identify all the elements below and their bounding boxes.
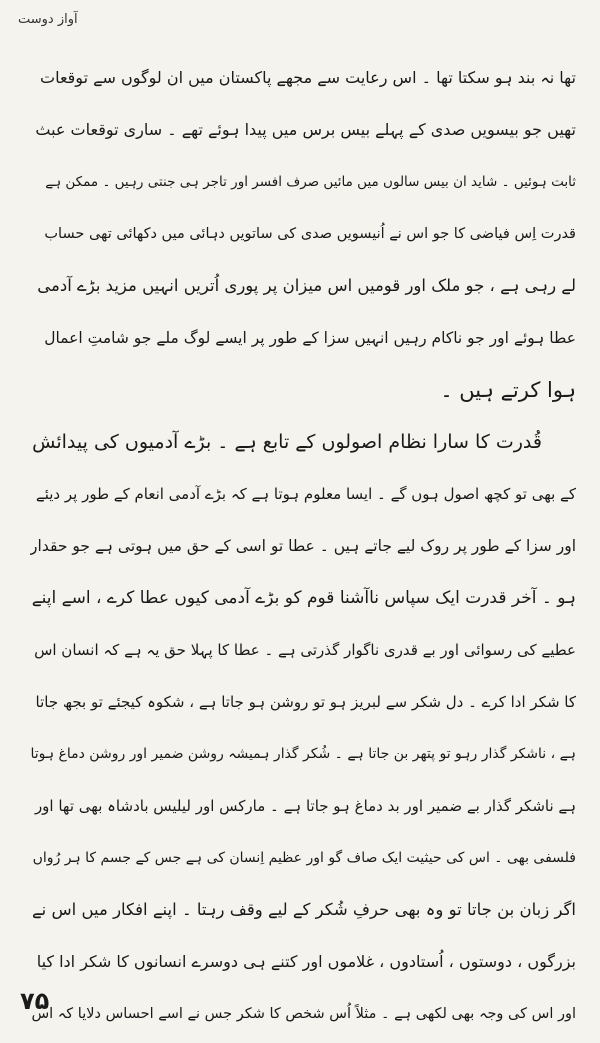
text-line: ہوا کرتے ہیں ۔: [440, 378, 576, 402]
running-header: آواز دوست: [18, 12, 78, 27]
text-line: عطیے کی رسوائی اور بے قدری ناگوار گذرتی ہے ۔ عطا کا پہلا حق یہ ہے کہ انسان اس: [34, 641, 576, 659]
text-line: کا شکر ادا کرے ۔ دل شکر سے لبریز ہو تو روشن ہو جاتا ہے ، شکوہ کیجئے تو بجھ جاتا: [35, 693, 576, 711]
text-line: تھا نہ بند ہو سکتا تھا ۔ اس رعایت سے مجھے پاکستان میں ان لوگوں سے توقعات: [40, 68, 576, 87]
text-line: قدرت اِس فیاضی کا جو اس نے اُنیسویں صدی کی ساتویں دہائی میں دکھائی تھی حساب: [44, 226, 576, 242]
page-number: ۷۵: [20, 987, 50, 1015]
text-line: اگر زبان بن جاتا تو وہ بھی حرفِ شُکر کے لیے وقف رہتا ۔ اپنے افکار میں اس نے: [31, 900, 576, 919]
text-line: اور سزا کے طور پر روک لیے جاتے ہیں ۔ عطا تو اسی کے حق میں ہوتی ہے جو حقدار: [30, 537, 576, 555]
text-line: عطا ہوئے اور جو ناکام رہیں انہیں سزا کے طور پر ایسے لوگ ملے جو شامتِ اعمال: [44, 329, 576, 347]
text-line: تھیں جو بیسویں صدی کے پہلے بیس برس میں پیدا ہوئے تھے ۔ ساری توقعات عبث: [35, 120, 576, 139]
text-line: قُدرت کا سارا نظام اصولوں کے تابع ہے ۔ بڑے آدمیوں کی پیدائش: [32, 431, 542, 453]
text-line: ثابت ہوئیں ۔ شاید ان بیس سالوں میں مائیں صرف افسر اور تاجر ہی جنتی رہیں ۔ ممکن ہے: [45, 174, 576, 190]
body-text: [30, 52, 576, 1040]
text-line: اور اس کی وجہ بھی لکھی ہے ۔ مثلاً اُس شخص کا شکر جس نے اسے احساس دلایا کہ اس: [31, 1006, 576, 1022]
text-line: فلسفی بھی ۔ اس کی حیثیت ایک صاف گو اور عظیم اِنسان کی ہے جس کے جسم کا ہر رُواں: [32, 850, 576, 866]
text-line: ہے ناشکر گذار بے ضمیر اور بد دماغ ہو جاتا ہے ۔ مارکس اور لیلیس بادشاہ بھی تھا اور: [34, 797, 576, 815]
text-line: ہو ۔ آخر قدرت ایک سپاس ناآشنا قوم کو بڑے آدمی کیوں عطا کرے ، اسے اپنے: [31, 588, 576, 608]
text-line: لے رہی ہے ، جو ملک اور قومیں اس میزان پر پوری اُتریں انہیں مزید بڑے آدمی: [37, 276, 576, 295]
text-line: ہے ، ناشکر گذار رہو تو پتھر بن جاتا ہے ۔ شُکر گذار ہمیشہ روشن ضمیر اور روشن دماغ ہوتا: [30, 746, 576, 762]
text-line: بزرگوں ، دوستوں ، اُستادوں ، غلاموں اور کتنے ہی دوسرے انسانوں کا شکر ادا کیا: [36, 952, 576, 971]
text-line: کے بھی تو کچھ اصول ہوں گے ۔ ایسا معلوم ہوتا ہے کہ بڑے آدمی انعام کے طور پر دیئے: [35, 485, 576, 503]
